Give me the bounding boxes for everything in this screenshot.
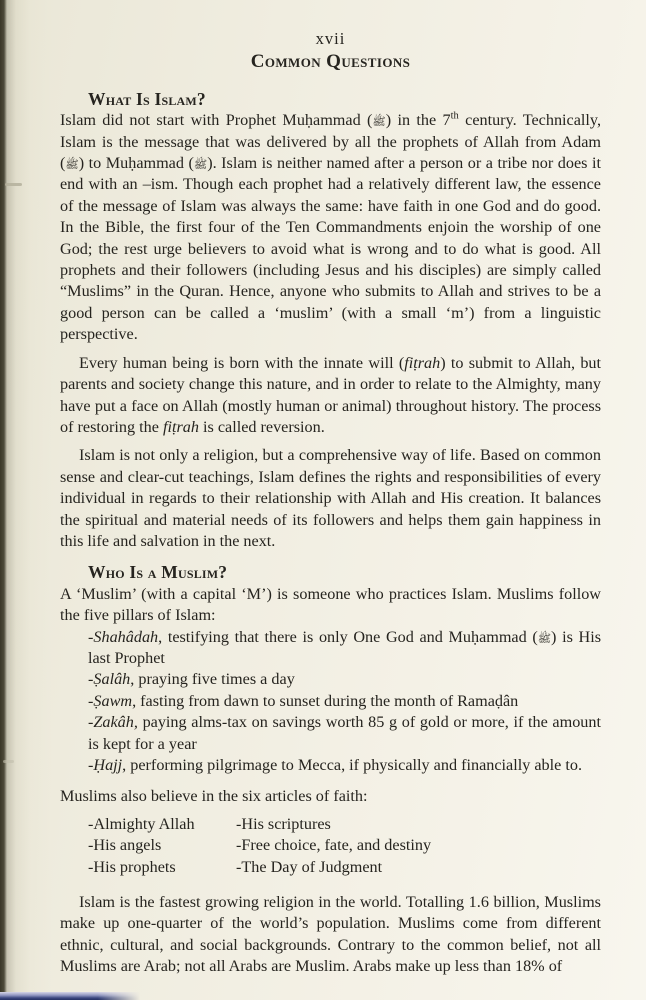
scan-artifact-dash — [3, 760, 14, 763]
book-cover-edge — [0, 992, 140, 1000]
page-title: Common Questions — [250, 51, 411, 73]
pillar-item-hajj: -Ḥajj, performing pilgrimage to Mecca, if physically and financially able to. — [88, 756, 583, 774]
articles-of-faith-intro: Muslims also believe in the six articles of faith: — [60, 787, 368, 806]
article-item-allah: -Almighty Allah — [88, 814, 195, 833]
page-number: xvii — [315, 29, 346, 48]
paragraph-muslim-definition: A ‘Muslim’ (with a capital ‘M’) is someone who practices Islam. Muslims follow the five pillars of Islam: — [60, 584, 601, 625]
section-heading-who-is-a-muslim: Who Is a Muslim? — [88, 562, 228, 583]
page-content — [60, 28, 601, 978]
scan-artifact-dash — [5, 183, 22, 186]
article-item-destiny: -Free choice, fate, and destiny — [236, 836, 432, 855]
articles-row — [88, 814, 601, 835]
paragraph-way-of-life: Islam is not only a religion, but a comprehensive way of life. Based on common sense and clear-cut teachings, Islam defines the rights and responsibilities of every individual in regards to their relationship with Allah and His creation. It balances the spiritual and material needs of its followers and helps them gain happiness in this life and salvation in the next. — [60, 446, 601, 550]
articles-of-faith-list — [88, 814, 601, 878]
paragraph-fastest-growing: Islam is the fastest growing religion in the world. Totalling 1.6 billion, Muslims make up one-quarter of the world’s population. Muslims come from different ethnic, cultural, and social backgrounds. Contrary to the common belief, not all Muslims are Arab; not all Arabs are Muslim. Arabs make up less than 18% of — [60, 893, 601, 976]
article-item-angels: -His angels — [88, 836, 162, 855]
pillar-item-salah: -Ṣalâh, praying five times a day — [88, 670, 295, 689]
articles-row — [88, 857, 601, 878]
article-item-judgment: -The Day of Judgment — [236, 857, 383, 876]
paragraph-fitrah: Every human being is born with the innate will (fiṭrah) to submit to Allah, but parents and society change this nature, and in order to relate to the Almighty, many have put a face on Allah (mostly human or animal) throughout history. The process of restoring the fiṭrah is called reversion. — [60, 353, 601, 436]
pillar-item-sawm: -Ṣawm, fasting from dawn to sunset during the month of Ramaḍân — [88, 691, 519, 710]
article-item-scriptures: -His scriptures — [236, 814, 331, 833]
pillar-item-zakah: -Zakâh, paying alms-tax on savings worth 85 g of gold or more, if the amount is kept for a year — [88, 713, 601, 753]
paragraph-islam-origin: Islam did not start with Prophet Muḥammad (ﷺ) in the 7th century. Technically, Islam is the message that was delivered by all the prophets of Allah from Adam (ﷺ) to Muḥammad (ﷺ). Islam is neither named after a person or a tribe nor does it end with an –ism. Though each prophet had a relatively different law, the essence of the message of Islam was always the same: have faith in one God and do good. In the Bible, the first four of the Ten Commandments enjoin the worship of one God; the rest urge believers to avoid what is wrong and to do what is good. All prophets and their followers (including Jesus and his disciples) are simply called “Muslims” in the Quran. Hence, anyone who submits to Allah and strives to be a good person can be called a ‘muslim’ (with a small ‘m’) from a linguistic perspective. — [60, 110, 601, 344]
article-item-prophets: -His prophets — [88, 857, 176, 876]
section-heading-what-is-islam: What Is Islam? — [88, 88, 206, 109]
articles-row — [88, 835, 601, 856]
five-pillars-list — [88, 627, 601, 777]
pillar-item-shahadah: -Shahâdah, testifying that there is only One God and Muḥammad (ﷺ) is His last Prophet — [88, 627, 601, 667]
